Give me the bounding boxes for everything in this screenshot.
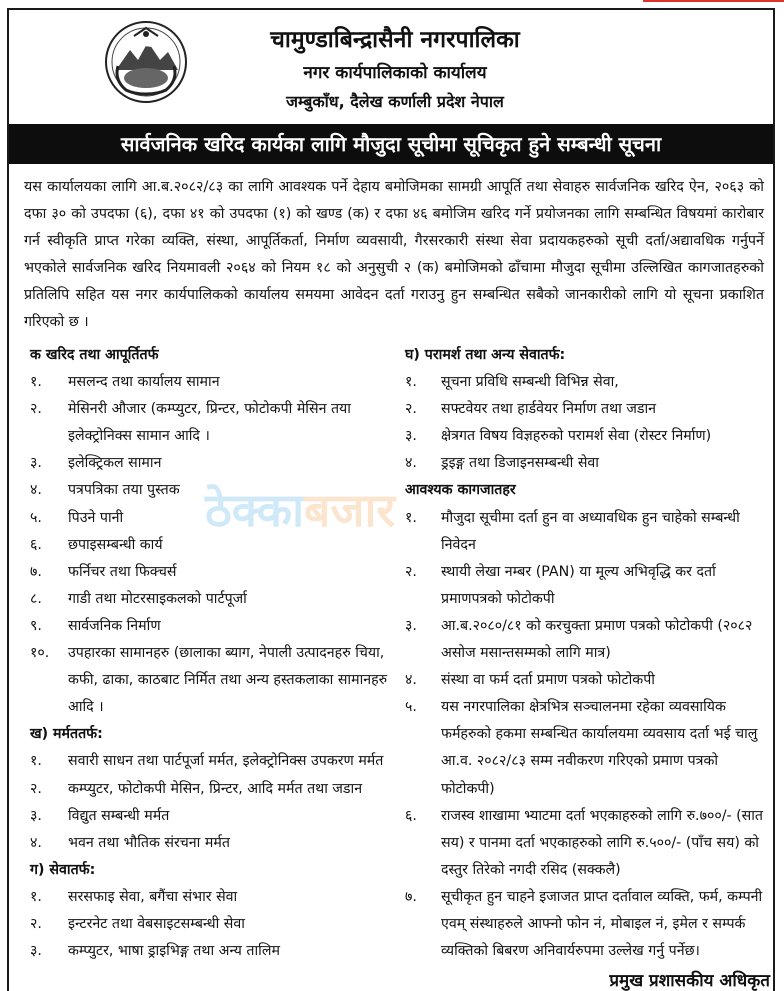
item-text: क्षेत्रगत विषय विज्ञहरुको परामर्श सेवा (रोस्टर निर्माण)	[441, 428, 712, 445]
notice-title: सार्वजनिक खरिद कार्यका लागि मौजुदा सूचीमा सूचिकृत हुने सम्बन्धी सूचना	[9, 124, 773, 164]
item-number: १०.	[30, 645, 50, 662]
left-column	[30, 342, 395, 965]
item-number: १.	[405, 374, 417, 391]
item-number: १.	[405, 509, 417, 526]
item-text: इन्टरनेट तथा वेबसाइटसम्बन्धी सेवा	[68, 915, 245, 932]
item-text: मेसिनरी औजार (कम्प्युटर, प्रिन्टर, फोटोकपी मेसिन तया इलेक्ट्रोनिक्स सामान आदि ।	[68, 401, 351, 445]
top-accent-line	[643, 0, 784, 2]
item-text: आ.ब.२०८०/८१ को करचुक्ता प्रमाण पत्रको फोटोकपी (२०८२ असोज मसान्तसम्मको लागि मात्र)	[441, 617, 753, 662]
item-number: ६.	[405, 807, 417, 824]
item-text: सूचना प्रविधि सम्बन्धी विभिन्न सेवा,	[441, 374, 619, 391]
item-text: सवारी साधन तथा पार्टपूर्जा मर्मत, इलेक्ट्रोनिक्स उपकरण मर्मत	[68, 753, 384, 770]
item-text: गाडी तथा मोटरसाइकलको पार्टपूर्जा	[68, 590, 247, 607]
list-docs	[405, 505, 765, 966]
office-name: नगर कार्यपालिकाको कार्यालय	[303, 63, 487, 83]
item-number: ६.	[30, 536, 42, 553]
section-heading: ग) सेवातर्फ:	[30, 861, 96, 878]
list-item	[30, 911, 395, 938]
item-number: १.	[30, 888, 42, 905]
item-number: ३.	[405, 617, 417, 634]
right-column	[405, 342, 765, 965]
list-item	[405, 884, 765, 965]
list-item	[30, 369, 395, 396]
item-number: ४.	[30, 482, 42, 499]
item-text: पत्रपत्रिका तया पुस्तक	[68, 482, 180, 499]
list-item	[405, 559, 765, 613]
list-item	[30, 396, 395, 450]
item-text: राजस्व शाखामा भ्याटमा दर्ता भएकाहरुको लागि रु.७००/- (सात सय) र पानमा दर्ता भएकाहरुको लागि रु.५००/- (पाँच सय) को दस्तुर तिरेको नगदी रसिद (सक्कलै)	[441, 807, 763, 878]
item-number: २.	[30, 780, 42, 797]
item-text: संस्था वा फर्म दर्ता प्रमाण पत्रको फोटोकपी	[441, 672, 655, 689]
item-number: ३.	[30, 807, 42, 824]
item-text: उपहारका सामानहरु (छालाका ब्याग, नेपाली उत्पादनहरु चिया, कफी, ढाका, काठबाट निर्मित तथा अन्य हस्तकलाका सामानहरु आदि ।	[68, 645, 388, 716]
list-item	[30, 803, 395, 830]
item-text: मसलन्द तथा कार्यालय सामान	[68, 374, 220, 391]
item-number: २.	[30, 401, 42, 418]
item-text: छपाइसम्बन्धी कार्य	[68, 536, 163, 553]
item-text: पिउने पानी	[68, 509, 124, 526]
nepal-emblem-icon	[104, 20, 188, 104]
section-heading: ख) मर्मततर्फ:	[30, 726, 103, 743]
list-ka	[30, 369, 395, 721]
item-text: कम्प्युटर, भाषा ड्राइभिङ्ग तथा अन्य तालिम	[68, 943, 280, 960]
item-text: भवन तथा भौतिक संरचना मर्मत	[68, 834, 230, 851]
signatory-title: प्रमुख प्रशासकीय अधिकृत	[609, 971, 770, 991]
list-item	[405, 396, 765, 423]
item-number: ९.	[30, 617, 42, 634]
item-number: ४.	[405, 672, 417, 689]
list-item	[405, 369, 765, 396]
section-heading: आवश्यक कागजातहर	[405, 482, 516, 499]
office-address: जम्बुकाँध, दैलेख कर्णाली प्रदेश नेपाल	[286, 92, 504, 111]
item-number: ८.	[30, 590, 42, 607]
list-item	[30, 938, 395, 965]
item-text: सरसफाइ सेवा, बगैंचा संभार सेवा	[68, 888, 238, 905]
item-text: सार्वजनिक निर्माण	[68, 617, 161, 634]
list-item	[30, 884, 395, 911]
list-gha	[405, 369, 765, 477]
list-item	[405, 613, 765, 667]
list-item	[405, 423, 765, 450]
item-number: ३.	[405, 428, 417, 445]
item-text: कम्प्युटर, फोटोकपी मेसिन, प्रिन्टर, आदि मर्मत तथा जडान	[68, 780, 363, 797]
item-text: ड्रइङ्ग तथा डिजाइनसम्बन्धी सेवा	[441, 455, 599, 472]
item-text: फर्निचर तथा फिक्चर्स	[68, 563, 177, 580]
list-item	[405, 450, 765, 477]
list-item	[405, 694, 765, 802]
item-number: ४.	[405, 455, 417, 472]
list-item	[30, 613, 395, 640]
list-item	[30, 505, 395, 532]
item-text: सफ्टवेयर तथा हार्डवेयर निर्माण तथा जडान	[441, 401, 656, 418]
item-number: १.	[30, 374, 42, 391]
list-item	[405, 803, 765, 884]
item-number: २.	[405, 563, 417, 580]
item-text: इलेक्ट्रिकल सामान	[68, 455, 162, 472]
list-item	[30, 586, 395, 613]
list-kha	[30, 748, 395, 856]
item-number: १.	[30, 753, 42, 770]
list-item	[405, 667, 765, 694]
item-text: सूचीकृत हुन चाहने इजाजत प्राप्त दर्तावाल व्यक्ति, फर्म, कम्पनी एवम् संस्थाहरुले आफ्नो फोन नं, मोबाइल नं, इमेल र सम्पर्क व्यक्तिको बिबरण अनिवार्यरुपमा उल्लेख गर्नु पर्नेछ।	[441, 888, 763, 960]
item-number: २.	[30, 915, 42, 932]
item-number: ४.	[30, 834, 42, 851]
list-item	[30, 450, 395, 477]
item-text: स्थायी लेखा नम्बर (PAN) या मूल्य अभिवृद्धि कर दर्ता प्रमाणपत्रको फोटोकपी	[441, 563, 716, 607]
item-text: विद्युत सम्बन्धी मर्मत	[68, 807, 170, 824]
item-text: यस नगरपालिका क्षेत्रभित्र सञ्चालनमा रहेका व्यवसायिक फर्महरुको हकमा सम्बन्धित कार्यालयमा व्यवसाय दर्ता भई चालु आ.व. २०८२/८३ सम्म नवीकरण गरिएको प्रमाण पत्रको फोटोकपी)	[441, 699, 758, 797]
item-text: मौजुदा सूचीमा दर्ता हुन वा अध्यावधिक हुन चाहेको सम्बन्धी निवेदन	[441, 509, 740, 553]
list-item	[30, 830, 395, 857]
section-heading: घ) परामर्श तथा अन्य सेवातर्फ:	[405, 347, 566, 363]
list-ga	[30, 884, 395, 965]
list-item	[30, 532, 395, 559]
item-number: ७.	[405, 888, 417, 905]
list-item	[405, 505, 765, 559]
list-item	[30, 776, 395, 803]
intro-paragraph: यस कार्यालयका लागि आ.ब.२०८२/८३ का लागि आवश्यक पर्ने देहाय बमोजिमका सामग्री आपूर्ति तथा सेवाहरु सार्वजनिक खरिद ऐन, २०६३ को दफा ३० को उपदफा (६), दफा ४१ को उपदफा (१) को खण्ड (क) र दफा ४६ बमोजिम खरिद गर्ने प्रयोजनका लागि सम्बन्धित विषयमां कारोबार गर्न स्वीकृति प्राप्त गरेका व्यक्ति, संस्था, आपूर्तिकर्ता, निर्माण व्यवसायी, गैरसरकारी संस्था सेवा प्रदायकहरुको सूची दर्ता/अद्यावधिक गर्नुपर्ने भएकोले सार्वजनिक खरिद नियमावली २०६४ को नियम १८ को अनुसुची २ (क) बमोजिमको ढाँचामा मौजुदा सूचीमा उल्लिखित कागजातहरुको प्रतिलिपि सहित यस नगर कार्यपालिकको कार्यालय समयमा आवेदन दर्ता गराउनु हुन सम्बन्धित सबैको जानकारीको लागि यो सूचना प्रकाशित गरिएको छ ।	[24, 179, 764, 330]
list-item	[30, 559, 395, 586]
watermark-part-1: ठेक्का	[205, 483, 305, 537]
item-number: ७.	[30, 563, 42, 580]
list-item	[30, 640, 395, 721]
org-name: चामुण्डाबिन्द्रासैनी नगरपालिका	[270, 27, 520, 53]
list-item	[30, 748, 395, 775]
watermark-part-2: बजार	[304, 483, 396, 537]
section-heading: क खरिद तथा आपूर्तितर्फ	[30, 347, 159, 363]
item-number: २.	[405, 401, 417, 418]
item-number: ३.	[30, 943, 42, 960]
list-item	[30, 477, 395, 504]
item-number: ५.	[30, 509, 42, 526]
item-number: ५.	[405, 699, 417, 716]
item-number: ३.	[30, 455, 42, 472]
